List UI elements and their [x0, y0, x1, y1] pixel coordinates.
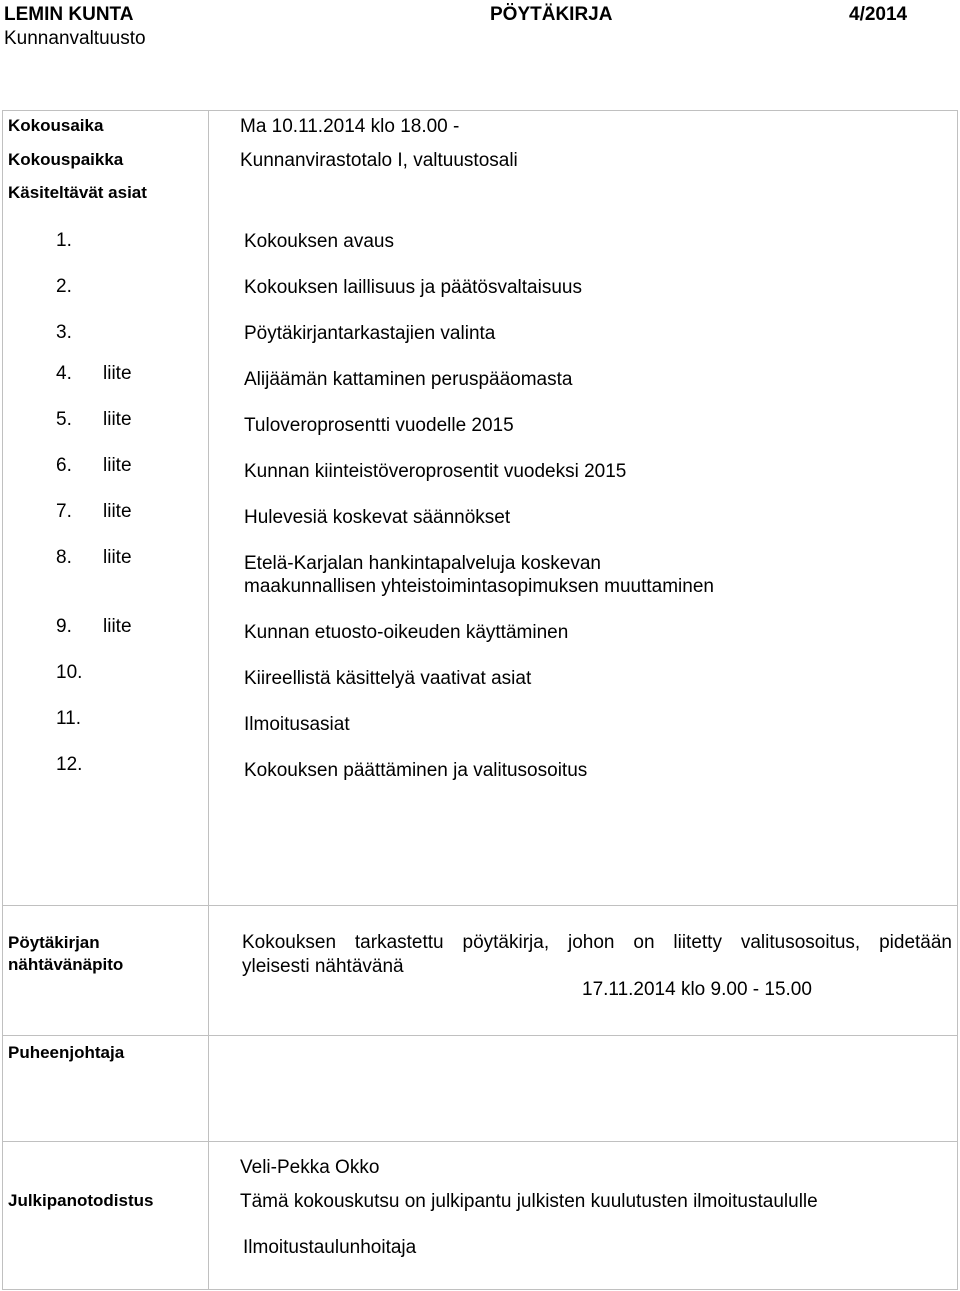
agenda-item-title: Kiireellistä käsittelyä vaativat asiat [244, 668, 532, 689]
agenda-item-number: 3. [56, 322, 72, 343]
agenda-item-title: Hulevesiä koskevat säännökset [244, 507, 511, 528]
agenda-item-title: Kokouksen laillisuus ja päätösvaltaisuus [244, 277, 582, 298]
municipality-name: LEMIN KUNTA [4, 4, 134, 25]
agenda-item-title: Kokouksen päättäminen ja valitusosoitus [244, 760, 588, 781]
agenda-item-attachment[interactable]: liite [103, 547, 132, 568]
publication-text: Tämä kokouskutsu on julkipantu julkisten kuulutusten ilmoitustaululle [240, 1191, 818, 1212]
document-type: PÖYTÄKIRJA [490, 4, 613, 25]
publication-signer: Ilmoitustaulunhoitaja [243, 1237, 417, 1258]
section-divider-agenda [2, 905, 958, 906]
agenda-item-attachment[interactable]: liite [103, 616, 132, 637]
body-name: Kunnanvaltuusto [4, 28, 146, 49]
inspection-date: 17.11.2014 klo 9.00 - 15.00 [582, 979, 812, 1000]
agenda-item-number: 4. [56, 363, 72, 384]
meeting-place-label: Kokouspaikka [8, 150, 124, 169]
chair-name: Veli-Pekka Okko [240, 1157, 380, 1178]
agenda-item-attachment[interactable]: liite [103, 501, 132, 522]
publication-label: Julkipanotodistus [8, 1191, 154, 1210]
agenda-item-title: Kunnan etuosto-oikeuden käyttäminen [244, 622, 569, 643]
agenda-label: Käsiteltävät asiat [8, 183, 147, 202]
agenda-item-number: 7. [56, 501, 72, 522]
agenda-item-title: Tuloveroprosentti vuodelle 2015 [244, 415, 514, 436]
meeting-time-value: Ma 10.11.2014 klo 18.00 - [240, 116, 460, 137]
agenda-item-number: 1. [56, 230, 72, 251]
agenda-item-number: 12. [56, 754, 83, 775]
agenda-item-title: Pöytäkirjantarkastajien valinta [244, 323, 496, 344]
agenda-item-title-continued: maakunnallisen yhteistoimintasopimuksen muuttaminen [244, 576, 714, 597]
inspection-text: Kokouksen tarkastettu pöytäkirja, johon on liitetty valitusosoitus, pidetään [242, 932, 952, 953]
agenda-item-number: 5. [56, 409, 72, 430]
agenda-item-title: Ilmoitusasiat [244, 714, 350, 735]
agenda-item-attachment[interactable]: liite [103, 409, 132, 430]
agenda-item-number: 2. [56, 276, 72, 297]
agenda-item-number: 11. [56, 708, 82, 729]
agenda-item-attachment[interactable]: liite [103, 363, 132, 384]
agenda-item-title: Alijäämän kattaminen peruspääomasta [244, 369, 573, 390]
meeting-time-label: Kokousaika [8, 116, 104, 135]
inspection-label: Pöytäkirjan [8, 933, 100, 952]
inspection-label-line2: nähtävänäpito [8, 955, 124, 974]
agenda-item-number: 8. [56, 547, 72, 568]
column-divider [208, 110, 209, 1290]
chair-label: Puheenjohtaja [8, 1043, 125, 1062]
inspection-text-line2: yleisesti nähtävänä [242, 956, 404, 977]
agenda-item-title: Kokouksen avaus [244, 231, 394, 252]
agenda-item-number: 6. [56, 455, 72, 476]
agenda-item-title: Kunnan kiinteistöveroprosentit vuodeksi 2015 [244, 461, 627, 482]
agenda-item-number: 9. [56, 616, 72, 637]
document-number: 4/2014 [849, 4, 908, 25]
section-divider-chair [2, 1141, 958, 1142]
agenda-item-number: 10. [56, 662, 83, 683]
section-divider-inspection [2, 1035, 958, 1036]
meeting-place-value: Kunnanvirastotalo I, valtuustosali [240, 150, 518, 171]
agenda-item-attachment[interactable]: liite [103, 455, 132, 476]
agenda-item-title: Etelä-Karjalan hankintapalveluja koskevan [244, 553, 602, 574]
